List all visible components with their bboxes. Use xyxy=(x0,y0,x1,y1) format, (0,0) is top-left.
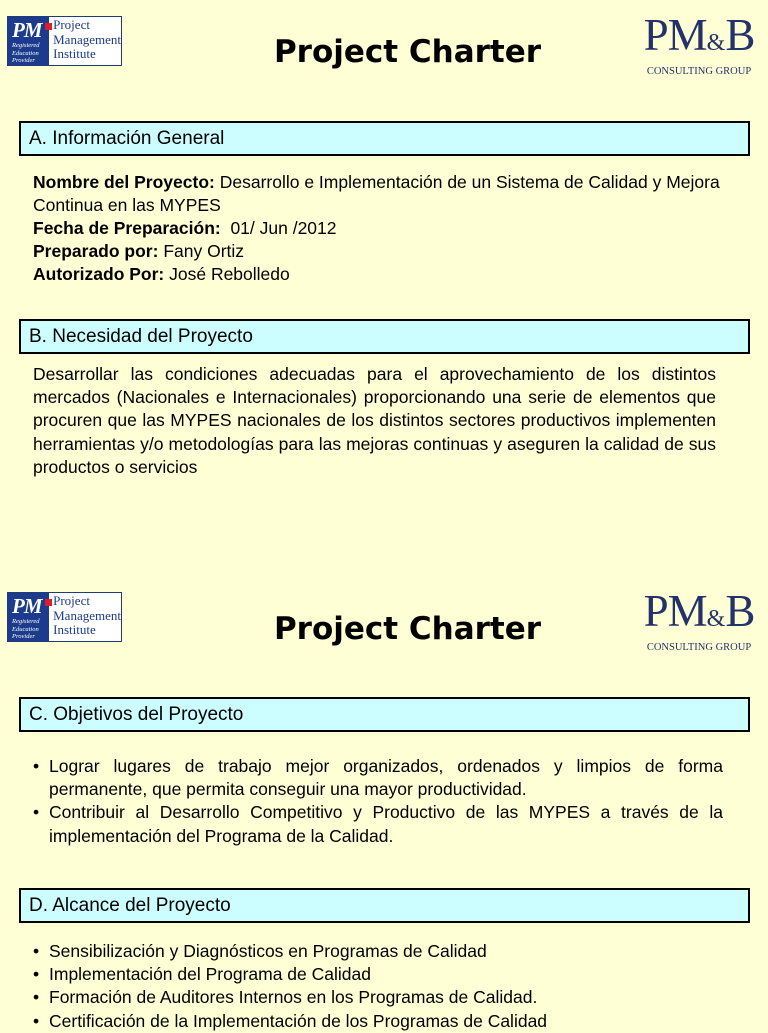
section-b-heading: B. Necesidad del Proyecto xyxy=(19,319,750,354)
list-item: • Lograr lugares de trabajo mejor organizados, ordenados y limpios de forma permanente, que permita conseguir una mayor productividad. xyxy=(33,755,723,801)
pmi-logo-line: Institute xyxy=(53,622,96,637)
pmb-logo-main xyxy=(638,588,760,642)
pmi-emblem-sub-line: Provider xyxy=(12,633,35,641)
prepared-by-label: Preparado por: xyxy=(33,241,159,261)
project-name-value: Desarrollo e Implementación de un Sistema de Calidad y Mejora Continua en las MYPES xyxy=(33,172,720,215)
pmb-logo-sub: CONSULTING GROUP xyxy=(646,66,752,77)
pmi-logo-line: Management xyxy=(53,607,121,623)
pmb-logo-pm: PM xyxy=(643,10,707,60)
authorized-by-row xyxy=(33,263,723,286)
pmb-logo-b: B xyxy=(725,586,755,636)
pmb-logo xyxy=(638,10,760,77)
pmi-logo-text xyxy=(49,17,121,65)
prep-date-value: 01/ Jun /2012 xyxy=(220,218,337,238)
section-d-heading: D. Alcance del Proyecto xyxy=(19,888,750,923)
pmi-emblem-letters: PM xyxy=(12,18,42,42)
pmi-emblem-sub-line: Education xyxy=(12,625,39,633)
page-title: Project Charter xyxy=(273,611,542,647)
list-item: • Sensibilización y Diagnósticos en Programas de Calidad xyxy=(33,940,723,963)
prepared-by-value: Fany Ortiz xyxy=(158,241,245,261)
pmi-emblem-sub xyxy=(12,618,40,641)
prepared-by-row xyxy=(33,240,723,263)
pmb-logo-pm: PM xyxy=(643,586,707,636)
project-name-row xyxy=(33,171,723,217)
pmi-logo-line: Project xyxy=(53,593,90,608)
pmi-logo-line: Institute xyxy=(53,46,96,61)
pmi-logo-line: Management xyxy=(53,31,121,47)
project-name-label: Nombre del Proyecto: xyxy=(33,172,215,192)
pmb-logo xyxy=(638,586,760,653)
pmi-emblem-sub-line: Provider xyxy=(12,57,35,65)
section-d-list xyxy=(33,940,723,1033)
authorized-by-value: José Rebolledo xyxy=(164,264,290,284)
pmi-emblem-sub-line: Registered xyxy=(12,618,40,625)
pmi-logo-text xyxy=(49,593,121,641)
pmb-logo-amp: & xyxy=(706,30,726,56)
section-b-text: Desarrollar las condiciones adecuadas para el aprovechamiento de los distintos mercados (Nacionales e Internacionales) proporcionando una serie de elementos que procuren que las MYPES nacionales de los distintos sectores productivos implementen herramientas y/o metodologías para las mejoras continuas y aseguren la calidad de sus productos o servicios xyxy=(33,364,716,477)
pmb-logo-amp: & xyxy=(706,606,726,632)
list-item: • Implementación del Programa de Calidad xyxy=(33,963,723,986)
pmi-logo xyxy=(7,16,122,66)
prep-date-label: Fecha de Preparación: xyxy=(33,218,221,238)
pmi-emblem-icon xyxy=(8,593,49,641)
prep-date-row xyxy=(33,217,723,240)
list-item: • Certificación de la Implementación de los Programas de Calidad xyxy=(33,1010,723,1033)
section-c-list xyxy=(33,755,723,848)
pmi-emblem-sub xyxy=(12,42,40,65)
pmi-logo xyxy=(7,592,122,642)
pmi-logo-line: Project xyxy=(53,17,90,32)
section-c-heading: C. Objetivos del Proyecto xyxy=(19,697,750,732)
section-a-heading: A. Información General xyxy=(19,121,750,156)
page-title: Project Charter xyxy=(273,34,542,70)
pmi-red-square xyxy=(45,23,52,30)
pmb-logo-main xyxy=(638,12,760,66)
pmb-logo-b: B xyxy=(725,10,755,60)
pmi-emblem-sub-line: Registered xyxy=(12,42,40,49)
list-item: • Formación de Auditores Internos en los Programas de Calidad. xyxy=(33,986,723,1009)
pmi-emblem-icon xyxy=(8,17,49,65)
pmi-red-square xyxy=(45,599,52,606)
pmi-emblem-sub-line: Education xyxy=(12,49,39,57)
authorized-by-label: Autorizado Por: xyxy=(33,264,165,284)
pmi-emblem-letters: PM xyxy=(12,594,42,618)
section-a-info xyxy=(33,171,723,286)
list-item: • Contribuir al Desarrollo Competitivo y Productivo de las MYPES a través de la implementación del Programa de la Calidad. xyxy=(33,801,723,847)
pmb-logo-sub: CONSULTING GROUP xyxy=(646,642,752,653)
